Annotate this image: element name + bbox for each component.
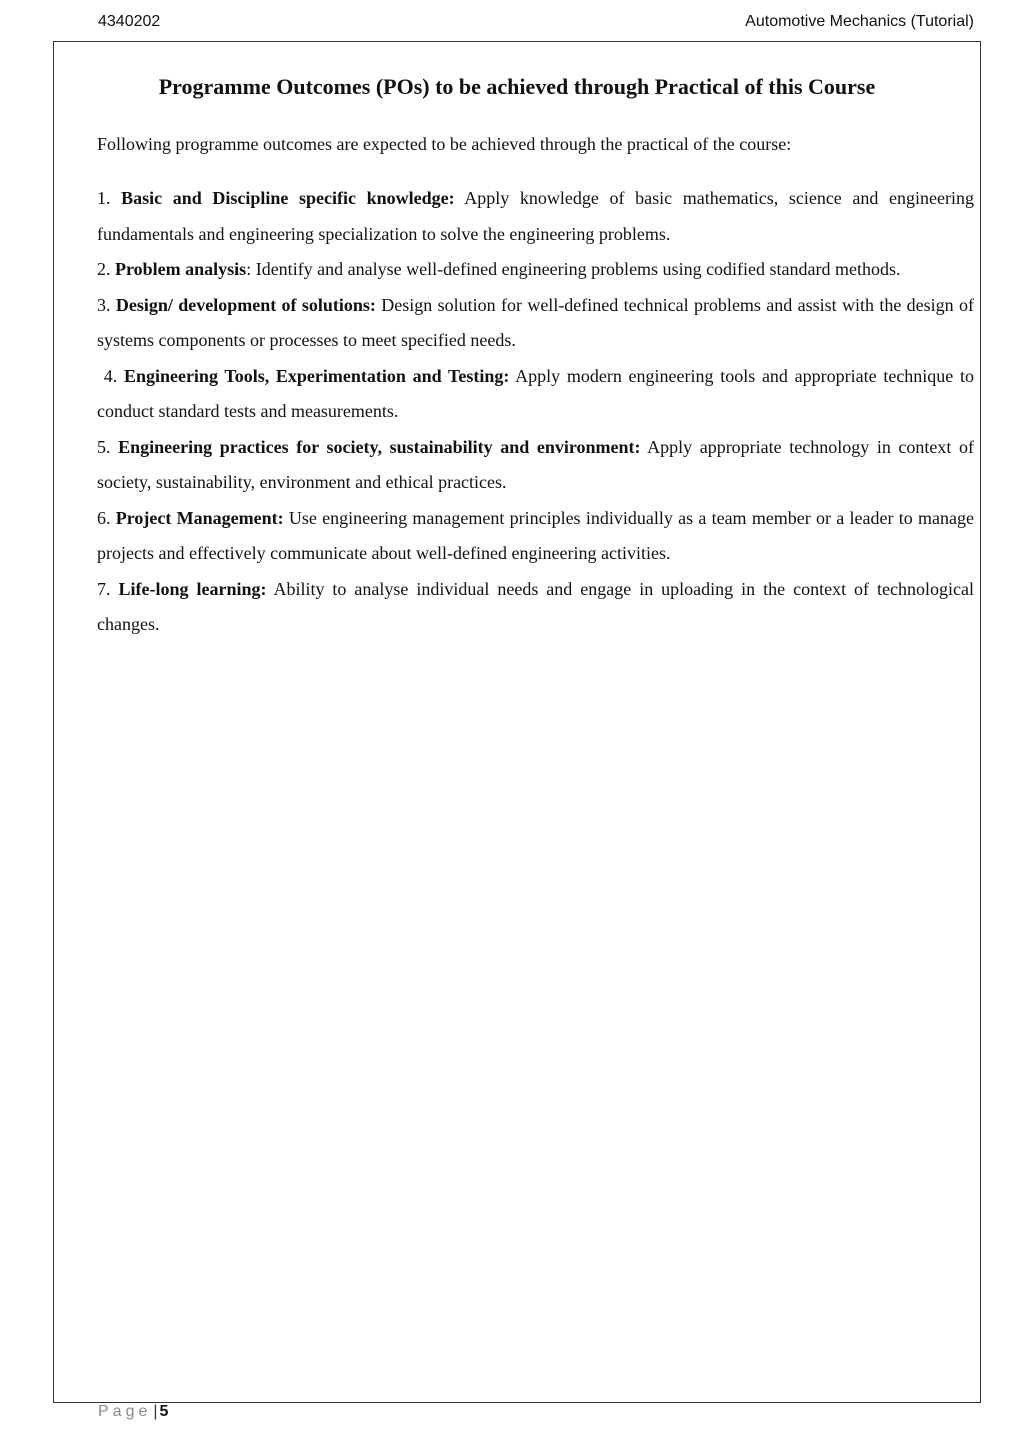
course-title: Automotive Mechanics (Tutorial)	[745, 13, 974, 30]
outcome-title: Design/ development of solutions:	[115, 294, 376, 315]
outcome-title: Engineering practices for society, sustainability and environment:	[118, 436, 641, 457]
outcome-title: Life-long learning:	[118, 578, 267, 599]
outcome-separator: :	[246, 259, 256, 279]
outcome-title: Project Management:	[115, 507, 284, 528]
outcome-item	[97, 359, 974, 430]
outcome-text: Identify and analyse well-defined engineering problems using codified standard methods.	[255, 259, 901, 279]
page-label: Page	[98, 1403, 152, 1420]
document-code: 4340202	[98, 13, 161, 30]
outcome-number: 7.	[97, 578, 111, 599]
footer-separator: |	[153, 1403, 158, 1420]
outcome-item	[97, 181, 974, 252]
outcome-item	[97, 252, 974, 288]
outcome-separator	[455, 188, 465, 208]
outcome-number: 5.	[97, 436, 111, 457]
page-number: 5	[159, 1403, 169, 1420]
outcome-title: Basic and Discipline specific knowledge:	[121, 188, 455, 208]
page-footer	[98, 1402, 168, 1422]
outcome-item	[97, 501, 974, 572]
outcome-number: 6.	[97, 507, 111, 528]
outcome-text: Use engineering management principles individually as a team member or a leader to manage projects and effectively communicate about well-defined engineering activities.	[97, 507, 975, 563]
outcome-item	[97, 288, 974, 359]
outcome-number: 4.	[103, 365, 118, 386]
page-title: Programme Outcomes (POs) to be achieved through Practical of this Course	[158, 74, 876, 99]
outcome-item	[97, 572, 974, 643]
outcome-text: Apply modern engineering tools and appropriate technique to conduct standard tests and measurements.	[97, 365, 975, 421]
outcome-number: 1.	[97, 188, 111, 208]
outcome-number: 3.	[97, 294, 111, 315]
outcome-item	[97, 430, 974, 501]
intro-paragraph: Following programme outcomes are expected to be achieved through the practical of the course:	[97, 134, 792, 154]
outcome-title: Engineering Tools, Experimentation and Testing:	[123, 365, 510, 386]
outcome-text: Apply knowledge of basic mathematics, science and engineering fundamentals and engineering specialization to solve the engineering problems.	[97, 188, 974, 244]
outcome-text: Design solution for well-defined technical problems and assist with the design of systems components or processes to meet specified needs.	[97, 294, 975, 350]
outcome-text: Ability to analyse individual needs and engage in uploading in the context of technological changes.	[97, 578, 974, 634]
outcome-number: 2.	[97, 259, 111, 279]
outcomes-list	[97, 181, 974, 643]
outcome-title: Problem analysis	[115, 259, 247, 279]
outcome-text: Apply appropriate technology in context of society, sustainability, environment and ethical practices.	[97, 436, 974, 492]
